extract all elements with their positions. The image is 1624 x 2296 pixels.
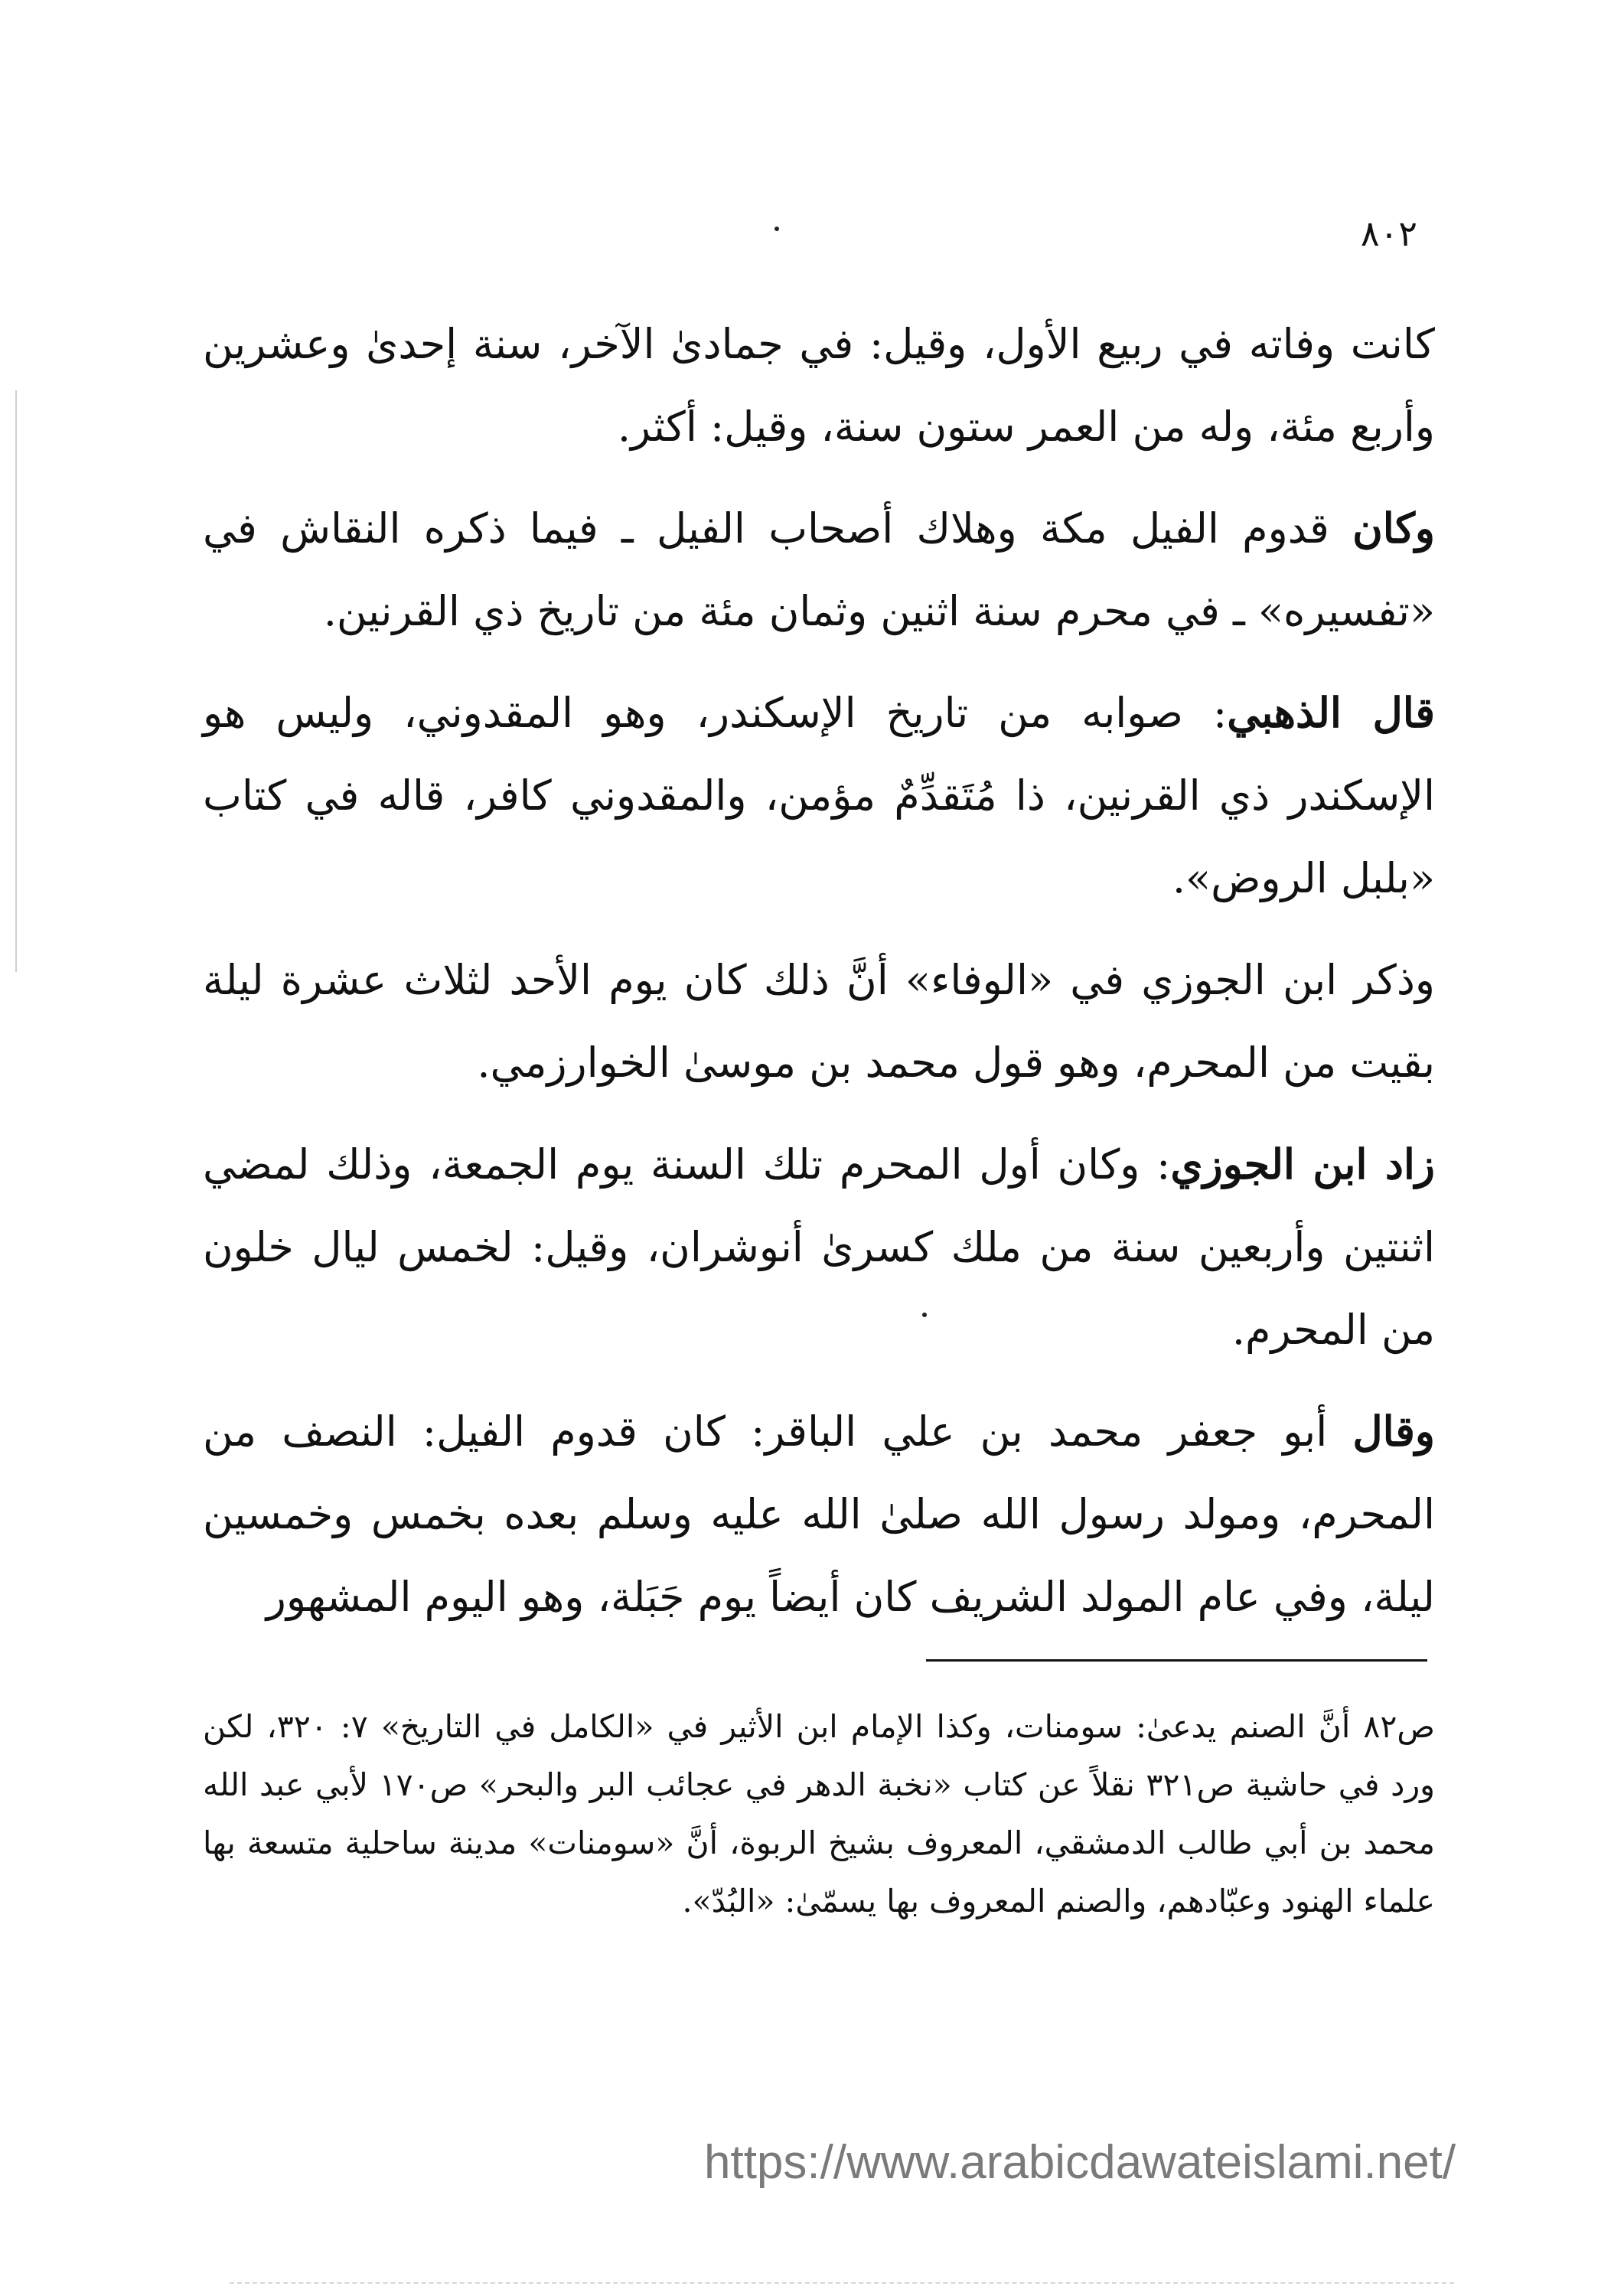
paragraph-3 — [203, 671, 1435, 920]
footnote-divider — [926, 1659, 1427, 1662]
paragraph-4 — [203, 938, 1435, 1104]
paragraph-lead: قال الذهبي — [1227, 688, 1436, 737]
ink-dot — [774, 227, 779, 231]
paragraph-lead: وقال — [1352, 1407, 1435, 1456]
paragraph-5 — [203, 1123, 1435, 1371]
footnote-text: ص٨٢ أنَّ الصنم يدعىٰ: سومنات، وكذا الإمام ابن الأثير في «الكامل في التاريخ» ٧: ٣٢٠، لكن ورد في حاشية ص٣٢١ نقلاً عن كتاب «نخبة الدهر في عجائب البر والبحر» ص١٧٠ لأبي عبد الله محمد بن أبي طالب الدمشقي، المعروف بشيخ الربوة، أنَّ «سومنات» مدينة ساحلية متسعة بها علماء الهنود وعبّادهم، والصنم المعروف بها يسمّىٰ: «البُدّ». — [203, 1708, 1435, 1919]
scan-bottom-edge — [230, 2282, 1454, 2284]
paragraph-2 — [203, 487, 1435, 653]
paragraph-lead: زاد ابن الجوزي — [1170, 1140, 1435, 1189]
main-text-body — [203, 302, 1435, 1657]
paragraph-text: قدوم الفيل مكة وهلاك أصحاب الفيل ـ فيما ذكره النقاش في «تفسيره» ـ في محرم سنة اثنين وثمان مئة من تاريخ ذي القرنين. — [203, 504, 1435, 635]
paragraph-text: أبو جعفر محمد بن علي الباقر: كان قدوم الفيل: النصف من المحرم، ومولد رسول الله صلىٰ الله عليه وسلم بعده بخمس وخمسين ليلة، وفي عام المولد الشريف كان أيضاً يوم جَبَلة، وهو اليوم المشهور — [203, 1407, 1435, 1621]
paragraph-text: : صوابه من تاريخ الإسكندر، وهو المقدوني، وليس هو الإسكندر ذي القرنين، ذا مُتَقدِّمٌ مؤمن، والمقدوني كافر، قاله في كتاب «بلبل الروض». — [203, 689, 1435, 902]
page-number: ٨٠٢ — [1360, 213, 1417, 254]
paragraph-1 — [203, 302, 1435, 468]
paragraph-6 — [203, 1390, 1435, 1639]
paragraph-text: وذكر ابن الجوزي في «الوفاء» أنَّ ذلك كان يوم الأحد لثلاث عشرة ليلة بقيت من المحرم، وهو قول محمد بن موسىٰ الخوارزمي. — [203, 956, 1435, 1087]
paragraph-text: كانت وفاته في ربيع الأول، وقيل: في جمادىٰ الآخر، سنة إحدىٰ وعشرين وأربع مئة، وله من العمر ستون سنة، وقيل: أكثر. — [203, 320, 1435, 451]
paragraph-text: : وكان أول المحرم تلك السنة يوم الجمعة، وذلك لمضي اثنتين وأربعين سنة من ملك كسرىٰ أنوشران، وقيل: لخمس ليال خلون من المحرم. — [203, 1140, 1435, 1354]
paragraph-lead: وكان — [1352, 504, 1435, 553]
ink-dot — [922, 1313, 927, 1317]
scan-edge-mark — [15, 390, 17, 972]
watermark-url: https://www.arabicdawateislami.net/ — [704, 2136, 1456, 2189]
